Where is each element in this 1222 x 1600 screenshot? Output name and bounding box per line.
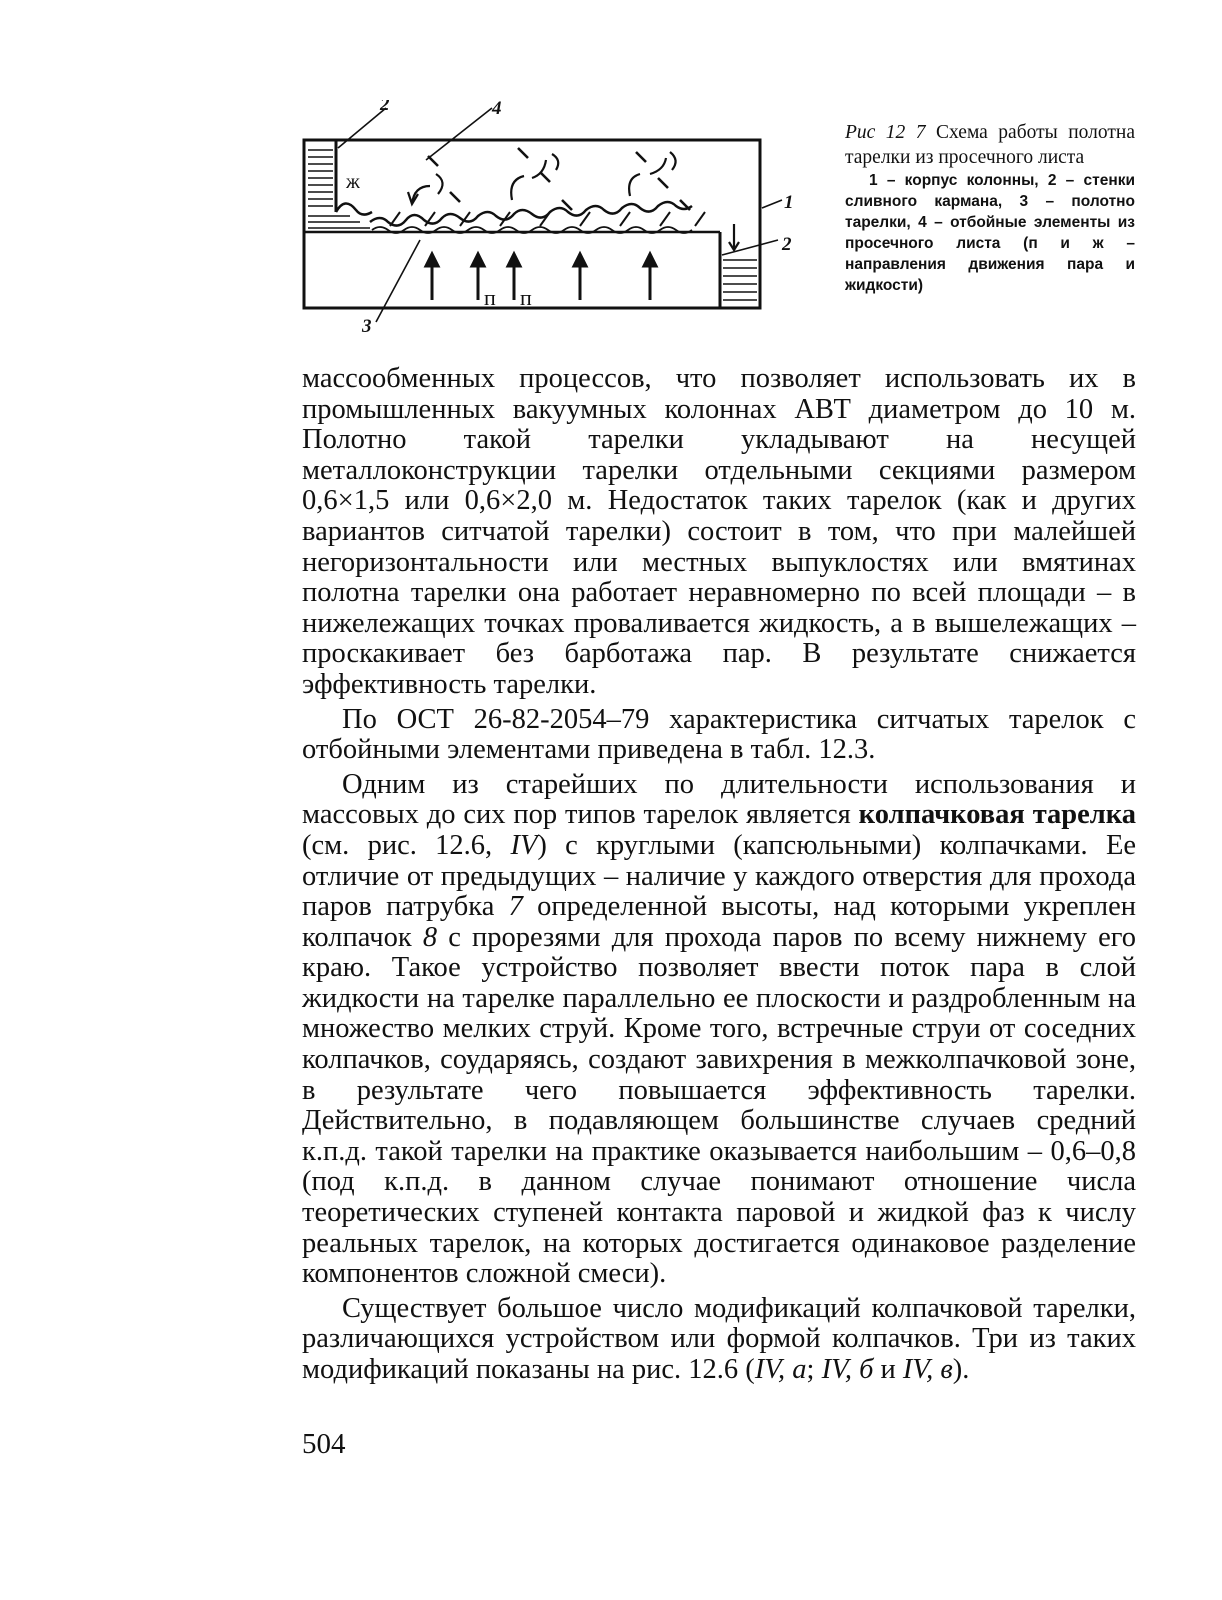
figure-caption bbox=[845, 120, 1135, 296]
paragraph-2: По ОСТ 26-82-2054–79 характеристика ситчатых тарелок с отбойными элементами приведена в табл. 12.3. bbox=[302, 703, 1136, 766]
downcomer-liquid-right bbox=[723, 260, 757, 300]
p3-text-4: определенной высоты, над которыми укреплен колпачок bbox=[302, 891, 1136, 953]
p4-sep-1: ; bbox=[806, 1354, 822, 1385]
p3-text-5: с прорезями для прохода паров по всему нижнему его краю. Такое устройство позволяет ввести поток пара в слой жидкости на тарелке параллельно ее плоскости и раздробленным на множество мелких струй. Кроме того, встречные струи от соседних колпачков, соударяясь, создают завихрения в межколпачковой зоне, в результате чего повышается эффективность тарелки. Действительно, в подавляющем большинстве случаев средний к.п.д. такой тарелки на практике оказывается наибольшим – 0,6–0,8 (под к.п.д. в данном случае понимают отношение числа теоретических ступеней контакта паровой и жидкой фаз к числу реальных тарелок, на которых достигается одинаковое разделение компонентов сложной смеси). bbox=[302, 921, 1137, 1290]
p3-italic-1: IV bbox=[510, 829, 538, 861]
downcomer-liquid-left bbox=[308, 150, 370, 228]
p4-italic-3: IV, в bbox=[902, 1354, 953, 1385]
tray-scheme-figure bbox=[300, 100, 800, 345]
p4-italic-2: IV, б bbox=[821, 1354, 874, 1385]
paragraph-4 bbox=[302, 1294, 1136, 1386]
caption-legend: 1 – корпус колонны, 2 – стенки сливного кармана, 3 – полотно тарелки, 4 – отбойные элементы из просечного листа (п и ж – направления движения пара и жидкости) bbox=[845, 172, 1135, 294]
p3-text-2: (см. рис. 12.6, bbox=[302, 829, 493, 861]
p3-text-1: Одним из старейших по длительности использования и массовых до сих пор типов тарелок является bbox=[302, 768, 1136, 831]
callout-1: 1 bbox=[784, 192, 794, 213]
paragraph-3 bbox=[302, 770, 1136, 1290]
p3-bold-term: колпачковая тарелка bbox=[858, 799, 1137, 831]
callout-2-top: 2 bbox=[380, 100, 390, 115]
paragraph-1: массообменных процессов, что позволяет использовать их в промышленных вакуумных колоннах АВТ диаметром до 10 м. Полотно такой тарелки укладывают на несущей металлоконструкции тарелки отдельными секциями размером 0,6×1,5 или 0,6×2,0 м. Недостаток таких тарелок (как и других вариантов ситчатой тарелки) состоит в том, что при малейшей негоризонтальности или местных выпуклостях или вмятинах полотна тарелки она работает неравномерно по всей площади – в нижележащих точках проваливается жидкость, а в вышележащих – проскакивает без барботажа пар. В результате снижается эффективность тарелки. bbox=[302, 363, 1136, 700]
p4-text-1: Существует большое число модификаций колпачковой тарелки, различающихся устройством или формой колпачков. Три из таких модификаций показаны на рис. 12.6 ( bbox=[302, 1292, 1136, 1385]
p3-italic-2: 7 bbox=[508, 891, 523, 923]
froth-layer bbox=[370, 202, 692, 226]
swirl-arrows bbox=[408, 152, 676, 204]
liquid-overflow bbox=[336, 203, 372, 214]
caption-title-block bbox=[845, 120, 1135, 170]
p4-end: ). bbox=[952, 1354, 970, 1385]
callout-3: 3 bbox=[362, 316, 372, 337]
column-shell bbox=[304, 140, 760, 308]
liquid-down-arrow bbox=[729, 224, 739, 250]
liquid-label: ж bbox=[346, 171, 360, 193]
froth-slashes bbox=[390, 212, 705, 226]
vapor-arrows bbox=[426, 254, 656, 300]
p3-italic-3: 8 bbox=[422, 921, 438, 953]
callout-2-right: 2 bbox=[782, 234, 792, 255]
p3-text-3: ) с круглыми (капсюльными) колпачками. Ее отличие от предыдущих – наличие у каждого отверстия для прохода паров патрубка bbox=[302, 829, 1137, 923]
vapor-label-1: п bbox=[484, 285, 496, 310]
caption-label: Рис 12 7 bbox=[845, 122, 926, 143]
vapor-label-2: п bbox=[520, 285, 532, 310]
tray-diagram bbox=[300, 100, 800, 345]
p4-italic-1: IV, а bbox=[754, 1354, 807, 1385]
deflector-elements bbox=[428, 148, 690, 210]
caption-title: Схема работы полотна тарелки из просечного листа bbox=[845, 122, 1135, 168]
page-number: 504 bbox=[302, 1428, 346, 1460]
callout-4: 4 bbox=[492, 100, 502, 119]
body-text bbox=[302, 364, 1136, 1390]
p4-sep-2: и bbox=[873, 1354, 903, 1385]
